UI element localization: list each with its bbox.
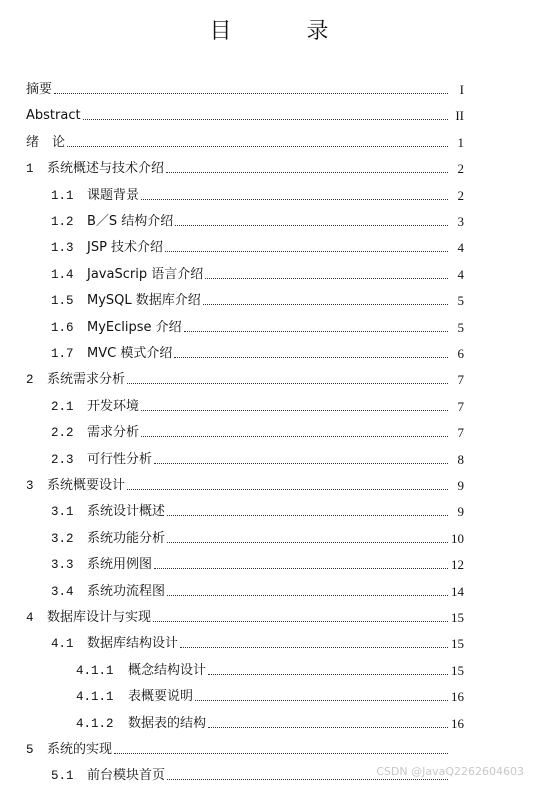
toc-entry-number: 3.3 [51, 558, 74, 573]
toc-entry-page: 12 [451, 557, 464, 573]
toc-entry-label: 课题背景 [87, 187, 140, 203]
toc-entry-lead [0, 452, 152, 468]
toc-entry-number: 2 [26, 373, 34, 388]
toc-leader-dots [184, 331, 448, 332]
toc-entry-lead [0, 478, 125, 494]
toc-entry-number: 1.2 [51, 215, 74, 229]
toc-entry-page: II [455, 108, 464, 124]
toc-entry-lead [0, 425, 139, 441]
toc-entry[interactable] [0, 472, 538, 494]
toc-leader-dots [127, 383, 448, 384]
watermark: CSDN @JavaQ2262604603 [376, 765, 524, 778]
toc-entry-page: 16 [451, 715, 464, 731]
toc-entry-page: 6 [457, 346, 464, 361]
toc-entry-label: 开发环境 [87, 398, 140, 414]
toc-entry-lead [0, 716, 206, 732]
page-title: 目 录 [209, 19, 363, 44]
toc-entry-page: 7 [457, 372, 464, 388]
toc-entry[interactable] [0, 736, 538, 758]
toc-entry-label: 数据库结构设计 [87, 636, 179, 652]
toc-entry-page: 7 [457, 398, 464, 414]
toc-entry-label: 前台模块首页 [87, 768, 166, 784]
toc-entry-lead [0, 320, 182, 336]
toc-leader-dots [205, 278, 448, 279]
toc-entry-label: 可行性分析 [87, 451, 153, 467]
toc-entry-lead [0, 267, 203, 283]
toc-entry[interactable] [0, 155, 538, 177]
toc-entry[interactable] [0, 446, 538, 468]
toc-entry-number: 2.1 [51, 399, 74, 414]
toc-entry-page: 15 [451, 662, 464, 678]
toc-entry[interactable] [0, 234, 538, 256]
toc-entry-label: 数据库设计与实现 [47, 610, 152, 625]
toc-entry-label: 摘要 [26, 82, 53, 97]
toc-entry-label: MVC 模式介绍 [87, 346, 173, 361]
toc-leader-dots [174, 357, 448, 358]
toc-entry-number: 5 [26, 743, 34, 757]
toc-entry-page: 2 [457, 161, 464, 177]
toc-leader-dots [180, 647, 448, 648]
toc-entry-page: 7 [457, 425, 464, 441]
toc-entry-label: Abstract [26, 108, 81, 124]
toc-entry-number: 1.4 [51, 267, 74, 282]
toc-entry-label: 系统用例图 [87, 557, 153, 573]
toc-entry-label: 系统的实现 [47, 742, 113, 757]
toc-entry-lead [0, 636, 178, 652]
toc-entry-lead [0, 346, 172, 362]
toc-leader-dots [208, 674, 448, 675]
toc-leader-dots [167, 542, 448, 543]
toc-entry-lead [0, 240, 163, 256]
toc-entry[interactable] [0, 419, 538, 441]
toc-leader-dots [165, 251, 448, 252]
toc-entry[interactable] [0, 551, 538, 573]
toc-entry-lead [0, 610, 151, 626]
toc-leader-dots [83, 119, 448, 120]
toc-entry-number: 3.2 [51, 531, 74, 546]
toc-entry-number: 1.1 [51, 188, 74, 203]
toc-entry[interactable] [0, 340, 538, 362]
toc-entry-page: 2 [457, 187, 464, 203]
toc-entry-label: 绪 论 [26, 134, 66, 150]
toc-entry-lead [0, 161, 164, 177]
toc-entry-label: 系统概要设计 [47, 478, 126, 493]
toc-leader-dots [153, 621, 448, 622]
toc-entry-number: 2.2 [51, 426, 74, 441]
toc-entry-number: 1.6 [51, 320, 74, 335]
toc-leader-dots [141, 436, 448, 437]
toc-entry[interactable] [0, 525, 538, 547]
toc-entry-lead [0, 293, 201, 309]
toc-entry[interactable] [0, 710, 538, 732]
toc-entry-page: 5 [457, 319, 464, 335]
toc-leader-dots [203, 304, 448, 305]
toc-entry-lead [0, 399, 139, 415]
toc-leader-dots [127, 489, 448, 490]
toc-entry[interactable] [0, 683, 538, 705]
toc-entry-number: 3 [26, 479, 34, 493]
toc-entry-number: 2.3 [51, 452, 74, 467]
toc-entry-lead [0, 689, 193, 705]
toc-entry[interactable] [0, 657, 538, 679]
toc-entry-lead [0, 531, 165, 547]
toc-entry-page: 1 [457, 134, 464, 150]
toc-entry-label: JSP 技术介绍 [87, 240, 164, 256]
toc-leader-dots [195, 700, 448, 701]
toc-entry[interactable] [0, 261, 538, 283]
toc-entry-label: 系统功能分析 [87, 530, 166, 546]
toc-entry-number: 4.1 [51, 637, 74, 652]
toc-entry-page: I [459, 82, 464, 97]
toc-entry-lead [0, 82, 52, 98]
toc-entry-lead [0, 504, 165, 520]
toc-entry-lead [0, 108, 81, 124]
toc-entry[interactable] [0, 630, 538, 652]
toc-leader-dots [175, 225, 448, 226]
toc-leader-dots [54, 93, 448, 94]
toc-entry-lead [0, 188, 139, 204]
toc-entry-page: 4 [457, 266, 464, 282]
toc-entry-page: 14 [451, 583, 464, 599]
toc-entry[interactable] [0, 314, 538, 336]
toc-entry[interactable] [0, 208, 538, 230]
toc-leader-dots [67, 146, 448, 147]
toc-entry[interactable] [0, 578, 538, 600]
toc-entry-page: 9 [457, 478, 464, 493]
toc-entry-label: B／S 结构介绍 [87, 214, 174, 229]
toc-entry-page: 15 [451, 636, 464, 652]
toc-entry-page: 3 [457, 214, 464, 229]
toc-leader-dots [167, 515, 448, 516]
toc-entry-page: 10 [451, 530, 464, 546]
toc-entry-lead [0, 584, 165, 600]
toc-leader-dots [167, 595, 448, 596]
toc-entry-label: 概念结构设计 [128, 662, 207, 678]
toc-entry-lead [0, 135, 65, 151]
toc-entry[interactable] [0, 498, 538, 520]
toc-entry-lead [0, 214, 173, 230]
toc-entry-number: 1.5 [51, 294, 74, 309]
toc-entry-page: 5 [457, 293, 464, 309]
toc-leader-dots [154, 463, 448, 464]
toc-entry[interactable] [0, 604, 538, 626]
toc-entry[interactable] [0, 182, 538, 204]
toc-entry[interactable] [0, 129, 538, 151]
toc-entry-number: 5.1 [51, 769, 74, 784]
toc-entry-label: 系统需求分析 [47, 372, 126, 388]
toc-entry-label: 系统概述与技术介绍 [47, 161, 165, 177]
toc-leader-dots [114, 753, 448, 754]
toc-entry-label: MySQL 数据库介绍 [87, 293, 201, 309]
toc-leader-dots [141, 410, 448, 411]
toc-entry-label: 表概要说明 [128, 689, 194, 705]
toc-entry-number: 1.3 [51, 241, 74, 256]
toc-entry-label: 需求分析 [87, 425, 140, 441]
toc-entry-label: 系统设计概述 [87, 504, 166, 520]
toc-leader-dots [167, 779, 448, 780]
toc-entry-label: 数据表的结构 [128, 715, 207, 731]
toc-entry-page: 15 [451, 610, 464, 625]
toc-entry-label: MyEclipse 介绍 [87, 319, 182, 335]
toc-entry-page: 9 [457, 504, 464, 520]
toc-entry-number: 1.7 [51, 347, 74, 361]
toc-entry[interactable] [0, 102, 538, 124]
toc-entry-lead [0, 557, 152, 573]
toc-entry-number: 1 [26, 162, 34, 177]
toc-entry-page: 4 [457, 240, 464, 256]
toc-entry-lead [0, 742, 112, 758]
toc-entry-number: 4.1.2 [76, 716, 114, 731]
toc-leader-dots [154, 568, 448, 569]
toc-entry[interactable] [0, 366, 538, 388]
toc-entry-number: 4.1.1 [76, 690, 114, 705]
toc-entry-label: 系统功流程图 [87, 583, 166, 599]
toc-leader-dots [166, 172, 448, 173]
toc-entry-lead [0, 768, 165, 784]
toc-leader-dots [141, 199, 448, 200]
toc-entry-page: 8 [457, 451, 464, 467]
toc-entry-number: 4 [26, 611, 34, 625]
toc-entry-lead [0, 663, 206, 679]
toc-entry-number: 4.1.1 [76, 663, 114, 678]
toc-entry-lead [0, 372, 125, 388]
toc-entry[interactable] [0, 393, 538, 415]
toc-entry[interactable] [0, 76, 538, 98]
toc-leader-dots [208, 727, 448, 728]
toc-entry[interactable] [0, 287, 538, 309]
toc-entry-number: 3.1 [51, 505, 74, 520]
toc-entry-label: JavaScrip 语言介绍 [87, 266, 204, 282]
toc-entry-page: 16 [451, 689, 464, 705]
toc-entry-number: 3.4 [51, 584, 74, 599]
